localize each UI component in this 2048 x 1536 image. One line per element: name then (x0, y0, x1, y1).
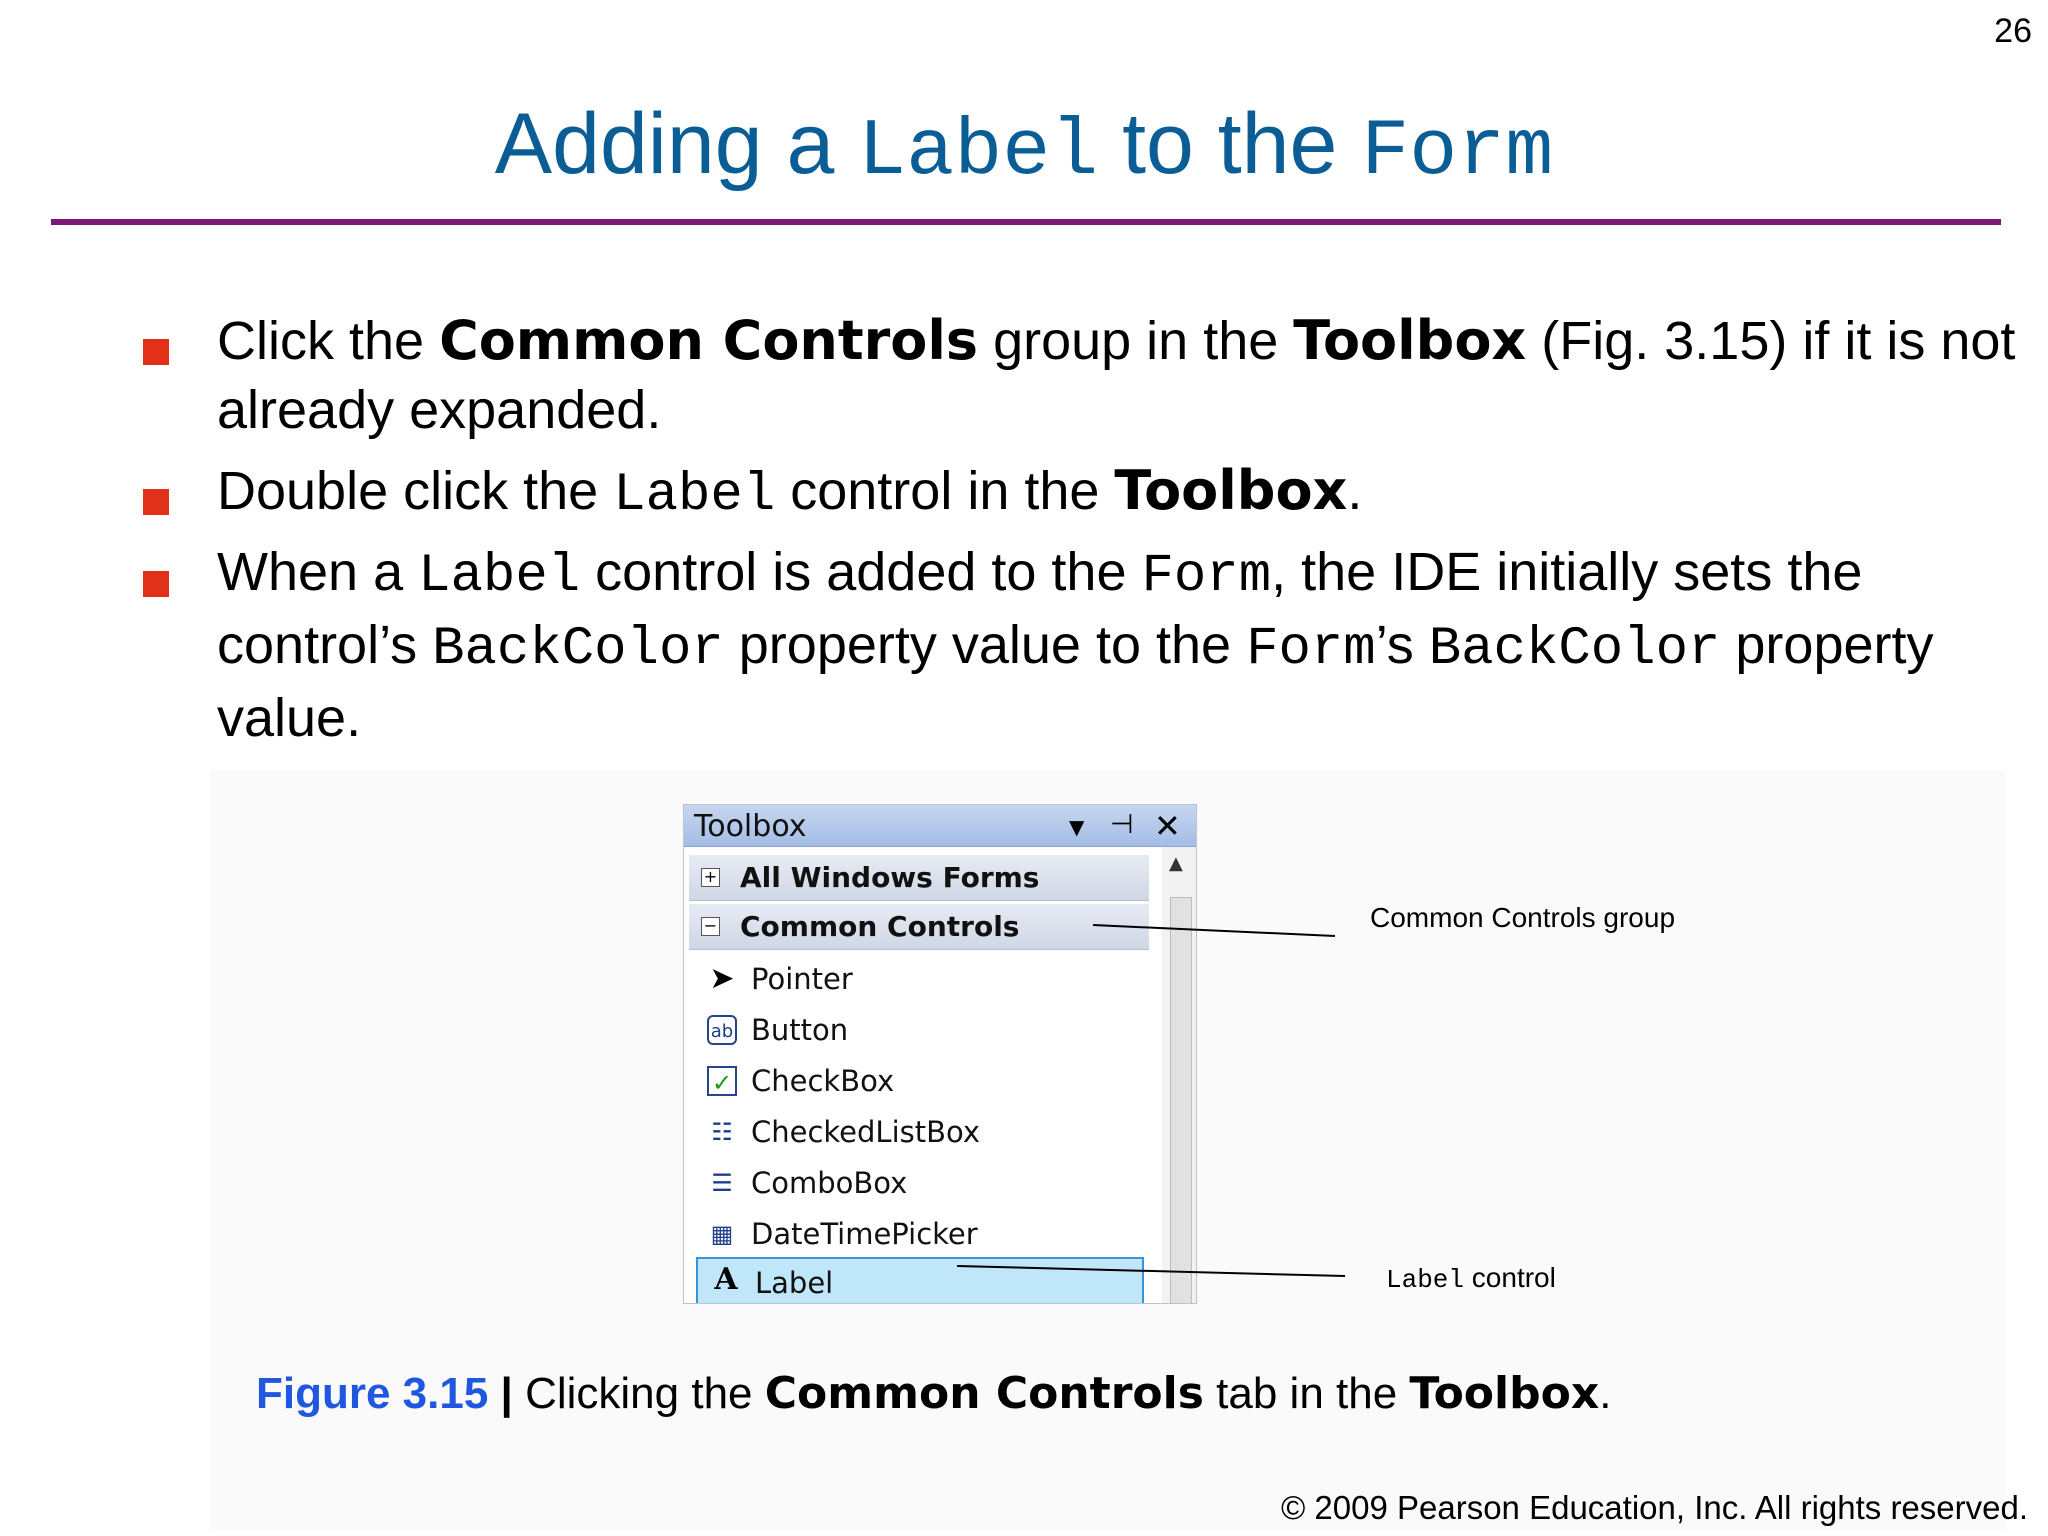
collapse-minus-icon[interactable]: − (701, 917, 720, 936)
toolbox-item-label: Pointer (751, 962, 853, 996)
bullet-segment: (Fig. 3.15) if it is not already expanded. (217, 311, 2016, 440)
bullet-segment: Common Controls (439, 309, 979, 372)
figure-number: Figure 3.15 (256, 1369, 489, 1418)
caption-bold-2: Toolbox (1409, 1368, 1600, 1419)
toolbox-item-label: ComboBox (751, 1166, 908, 1200)
group-label: Common Controls (740, 910, 1020, 943)
dropdown-arrow-icon[interactable]: ▼ (1069, 815, 1085, 839)
toolbox-item-datetimepicker[interactable] (694, 1210, 1142, 1258)
callout-label-control (1386, 1262, 1556, 1295)
slide-number: 26 (1994, 12, 2032, 50)
bullet-segment: Form (1141, 546, 1272, 607)
toolbox-item-checkedlistbox[interactable] (694, 1108, 1142, 1156)
caption-text-1: Clicking the (525, 1369, 765, 1418)
toolbox-title: Toolbox (694, 809, 807, 844)
title-code-form: Form (1361, 107, 1554, 198)
combo-box-icon: ☰ (711, 1169, 733, 1197)
button-control-icon: ab (707, 1015, 737, 1045)
toolbox-titlebar (684, 805, 1196, 847)
toolbox-item-label-selected[interactable] (696, 1257, 1144, 1304)
toolbox-item-checkbox[interactable] (694, 1057, 1142, 1105)
callout-common-controls: Common Controls group (1370, 902, 1676, 933)
checked-list-box-icon: ☷ (711, 1118, 733, 1146)
callout-label-code: Label (1386, 1265, 1465, 1295)
scroll-thumb[interactable] (1170, 897, 1192, 1304)
group-common-controls[interactable] (689, 904, 1149, 950)
bullet-text (217, 456, 2017, 530)
close-icon[interactable]: ✕ (1154, 807, 1181, 845)
scrollbar[interactable] (1163, 847, 1196, 1303)
caption-text-2: tab in the (1203, 1369, 1410, 1418)
bullet-segment: When a (217, 542, 419, 602)
bullet-segment: Toolbox (1293, 309, 1527, 372)
group-all-windows-forms[interactable] (689, 855, 1149, 901)
title-code-label: Label (858, 107, 1099, 198)
toolbox-item-label: CheckBox (751, 1064, 895, 1098)
bullet-segment: ’s (1375, 615, 1429, 675)
bullet-segment: , the IDE initially sets the control’s (217, 542, 1863, 675)
bullet-segment: Label (613, 465, 776, 526)
figure-caption (256, 1368, 1611, 1419)
bullet-square-icon (143, 489, 169, 515)
bullet-segment: control is added to the (580, 542, 1142, 602)
bullet-square-icon (143, 571, 169, 597)
expand-plus-icon[interactable]: + (701, 868, 720, 887)
calendar-icon: ▦ (710, 1220, 734, 1248)
checkbox-icon: ✓ (707, 1066, 737, 1096)
toolbox-item-label: CheckedListBox (751, 1115, 981, 1149)
toolbox-item-label: DateTimePicker (751, 1217, 978, 1251)
toolbox-item-pointer[interactable] (694, 955, 1142, 1003)
bullet-segment: Form (1246, 619, 1376, 680)
bullet-segment: BackColor (432, 619, 724, 680)
toolbox-list (684, 847, 1162, 1303)
caption-separator: | (488, 1369, 526, 1418)
toolbox-item-combobox[interactable] (694, 1159, 1142, 1207)
label-letter-icon: A (714, 1262, 738, 1297)
bullet-segment: Double click the (217, 461, 614, 521)
bullet-segment: group in the (978, 311, 1294, 371)
toolbox-item-button[interactable] (694, 1006, 1142, 1054)
callout-label-text: control (1464, 1262, 1556, 1293)
bullet-text (217, 306, 2017, 445)
bullet-segment: Click the (217, 311, 440, 371)
bullet-segment: BackColor (1428, 619, 1721, 680)
bullet-square-icon (143, 339, 169, 365)
caption-bold-1: Common Controls (764, 1368, 1204, 1419)
bullet-segment: property value to the (723, 615, 1247, 675)
bullet-segment: . (1347, 461, 1363, 521)
copyright-notice: © 2009 Pearson Education, Inc. All rights reserved. (1280, 1489, 2028, 1526)
pin-icon[interactable]: ⊣ (1110, 809, 1134, 840)
toolbox-window (683, 804, 1197, 1304)
pointer-arrow-icon: ➤ (709, 961, 735, 996)
bullet-segment: control in the (775, 461, 1115, 521)
toolbox-item-label: Label (755, 1266, 834, 1300)
bullet-text (217, 538, 2017, 753)
title-text-2: to the (1098, 96, 1362, 192)
group-label: All Windows Forms (740, 861, 1040, 894)
toolbox-item-label: Button (751, 1013, 849, 1047)
scroll-up-arrow-icon[interactable]: ▲ (1169, 853, 1183, 874)
title-divider (51, 219, 2001, 225)
caption-text-3: . (1599, 1369, 1612, 1418)
title-text-1: Adding a (494, 96, 859, 192)
bullet-segment: property value. (217, 615, 1934, 748)
bullet-segment: Toolbox (1114, 459, 1348, 522)
bullet-segment: Label (418, 546, 581, 607)
page-title (0, 95, 2048, 198)
